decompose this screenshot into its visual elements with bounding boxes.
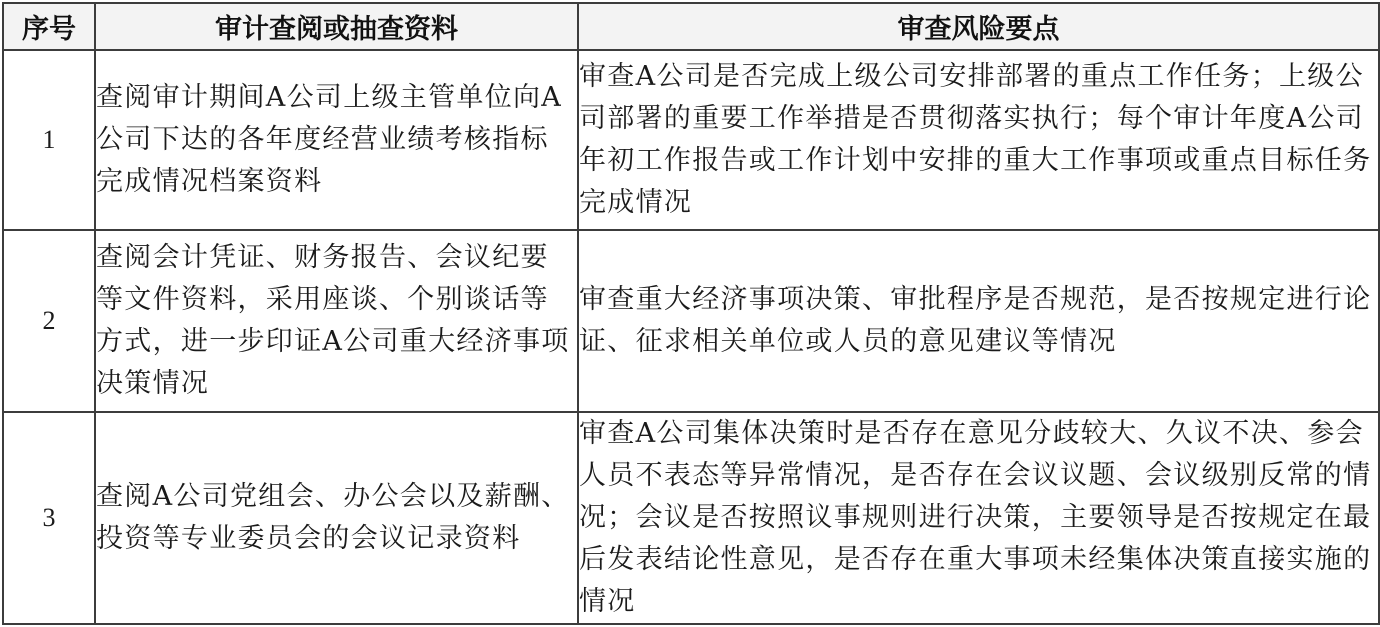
row-materials: 查阅会计凭证、财务报告、会议纪要等文件资料，采用座谈、个别谈话等方式，进一步印证A公司重大经济事项决策情况: [95, 230, 578, 412]
table-header-row: [3, 3, 1379, 50]
table-row: [3, 412, 1379, 624]
row-number: 1: [3, 50, 95, 230]
table-row: [3, 230, 1379, 412]
audit-risk-table: [2, 2, 1380, 625]
header-risk-points: 审查风险要点: [578, 3, 1379, 50]
row-number: 2: [3, 230, 95, 412]
row-materials: 查阅审计期间A公司上级主管单位向A公司下达的各年度经营业绩考核指标完成情况档案资料: [95, 50, 578, 230]
header-materials: 审计查阅或抽查资料: [95, 3, 578, 50]
row-risk-points: 审查A公司是否完成上级公司安排部署的重点工作任务；上级公司部署的重要工作举措是否贯彻落实执行；每个审计年度A公司年初工作报告或工作计划中安排的重大工作事项或重点目标任务完成情况: [578, 50, 1379, 230]
header-number: 序号: [3, 3, 95, 50]
row-risk-points: 审查重大经济事项决策、审批程序是否规范，是否按规定进行论证、征求相关单位或人员的意见建议等情况: [578, 230, 1379, 412]
table-row: [3, 50, 1379, 230]
row-materials: 查阅A公司党组会、办公会以及薪酬、投资等专业委员会的会议记录资料: [95, 412, 578, 624]
row-risk-points: 审查A公司集体决策时是否存在意见分歧较大、久议不决、参会人员不表态等异常情况，是否存在会议议题、会议级别反常的情况；会议是否按照议事规则进行决策，主要领导是否按规定在最后发表结论性意见，是否存在重大事项未经集体决策直接实施的情况: [578, 412, 1379, 624]
row-number: 3: [3, 412, 95, 624]
